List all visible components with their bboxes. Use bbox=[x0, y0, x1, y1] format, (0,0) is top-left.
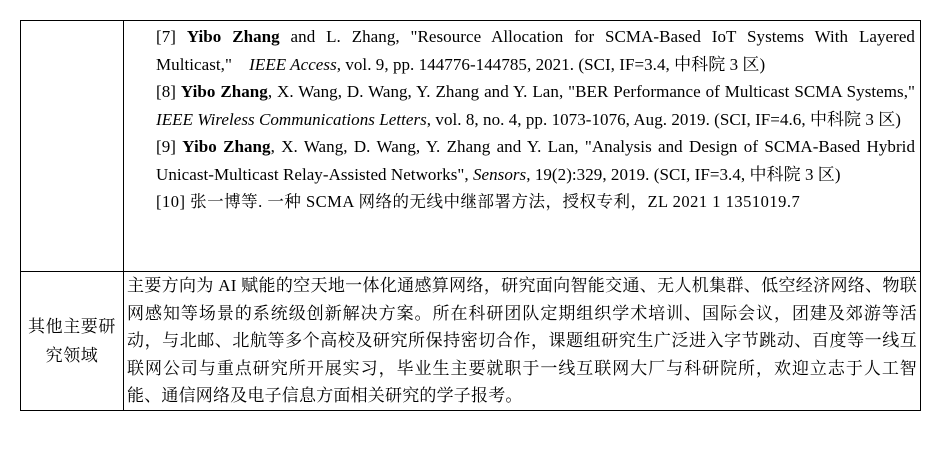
publication-number: [8] bbox=[156, 82, 181, 101]
publication-details: , 19(2):329, 2019. (SCI, IF=3.4, 中科院 3 区) bbox=[526, 164, 841, 184]
publication-item bbox=[156, 23, 915, 78]
publications-label-cell bbox=[21, 21, 124, 272]
publication-title: "Analysis and Design of SCMA-Based Hybrid Unicast-Multicast Relay-Assisted Networks", bbox=[156, 137, 915, 184]
publication-number: [9] bbox=[156, 137, 183, 156]
publication-first-author: Yibo Zhang bbox=[180, 82, 268, 101]
other-research-cell bbox=[124, 272, 921, 411]
other-research-row bbox=[21, 272, 921, 411]
profile-table bbox=[20, 20, 921, 411]
patent-item: [10] 张一博等. 一种 SCMA 网络的无线中继部署方法，授权专利，ZL 2021 1 1351019.7 bbox=[156, 192, 801, 211]
publication-authors: and L. Zhang, bbox=[279, 27, 411, 46]
publication-title: "Resource Allocation for SCMA-Based IoT Systems With Layered Multicast," bbox=[156, 27, 915, 74]
other-research-label: 其他主要研究领域 bbox=[28, 316, 116, 365]
publication-item bbox=[156, 133, 915, 188]
publication-venue: IEEE Access bbox=[249, 54, 337, 74]
publications-cell bbox=[124, 21, 921, 272]
publication-item bbox=[156, 78, 915, 133]
publication-venue: IEEE Wireless Communications Letters bbox=[156, 109, 427, 129]
other-research-label-cell bbox=[21, 272, 124, 411]
publication-details: , vol. 9, pp. 144776-144785, 2021. (SCI, IF=3.4, 中科院 3 区) bbox=[336, 54, 766, 74]
publication-authors: , X. Wang, D. Wang, Y. Zhang and Y. Lan, bbox=[270, 137, 585, 156]
publication-title: "BER Performance of Multicast SCMA Systems," bbox=[568, 82, 915, 101]
publication-first-author: Yibo Zhang bbox=[182, 137, 271, 156]
publication-first-author: Yibo Zhang bbox=[186, 27, 280, 46]
publications-row bbox=[21, 21, 921, 272]
publication-authors: , X. Wang, D. Wang, Y. Zhang and Y. Lan, bbox=[267, 82, 569, 101]
publication-details: , vol. 8, no. 4, pp. 1073-1076, Aug. 2019. (SCI, IF=4.6, 中科院 3 区) bbox=[426, 109, 901, 129]
publication-venue: Sensors bbox=[472, 164, 527, 184]
publication-number: [7] bbox=[156, 27, 187, 46]
other-research-text: 主要方向为 AI 赋能的空天地一体化通感算网络，研究面向智能交通、无人机集群、低空经济网络、物联网感知等场景的系统级创新解决方案。所在科研团队定期组织学术培训、国际会议，团建及郊游等活动，与北邮、北航等多个高校及研究所保持密切合作，课题组研究生广泛进入字节跳动、百度等一线互联网公司与重点研究所开展实习，毕业生主要就职于一线互联网大厂与科研院所，欢迎立志于人工智能、通信网络及电子信息方面相关研究的学子报考。 bbox=[127, 276, 917, 405]
